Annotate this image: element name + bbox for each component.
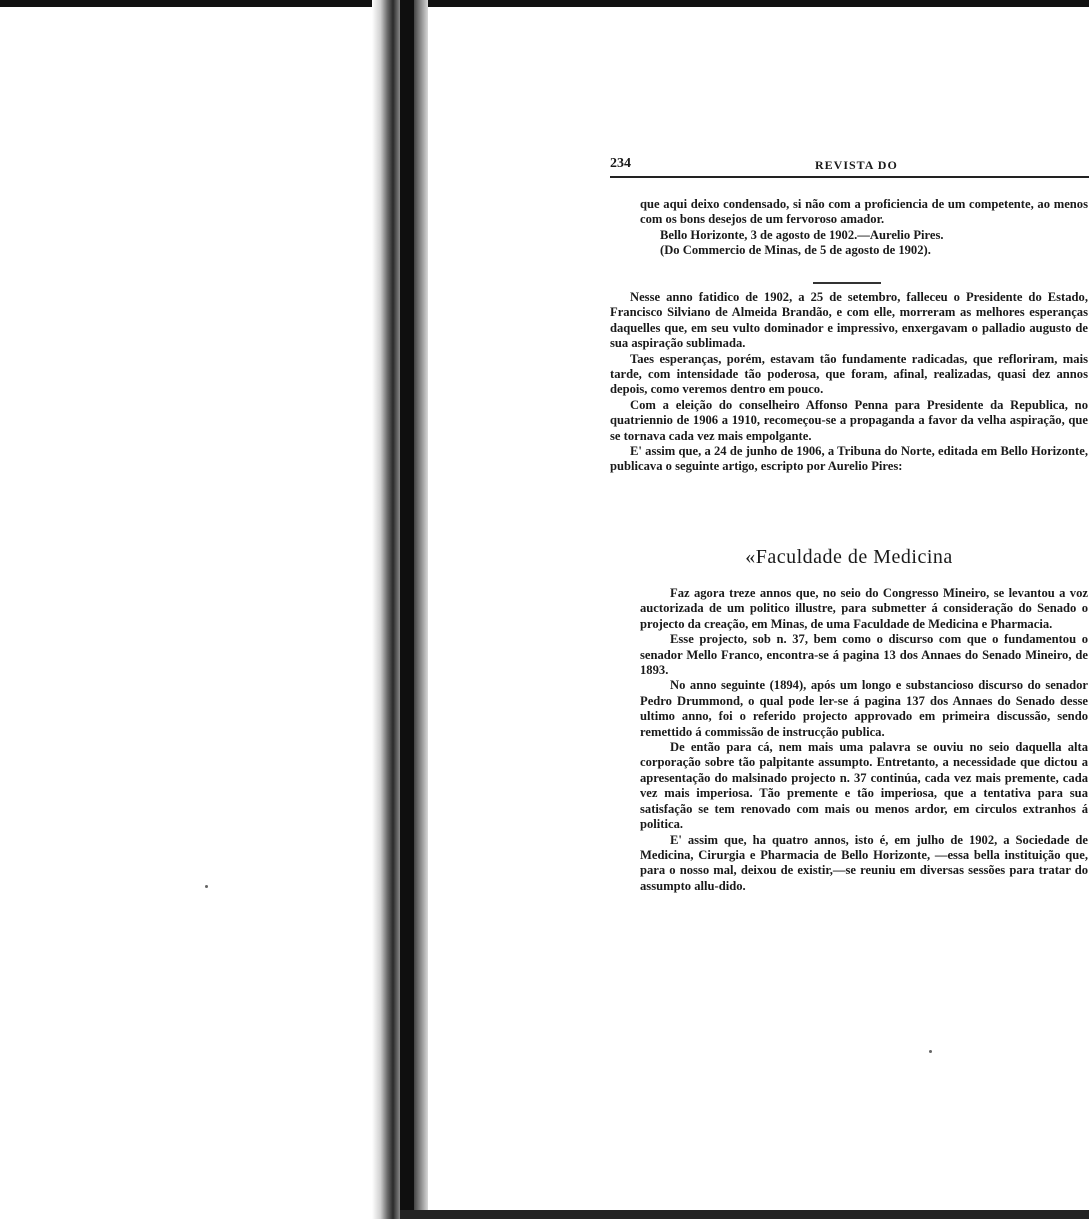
top-scan-edge	[0, 0, 1089, 7]
paragraph: Faz agora treze annos que, no seio do Congresso Mineiro, se levantou a voz auctorizada de um politico illustre, para submetter á consideração do Senado o projecto da creação, em Minas, de uma Faculdade de Medicina e Pharmacia.	[640, 586, 1088, 631]
paragraph: De então para cá, nem mais uma palavra se ouviu no seio daquella alta corporação sobre tão palpitante assumpto. Entretanto, a necessidade que dictou a apresentação do malsinado projecto n. 37 continúa, cada vez mais premente, cada vez mais imperiosa. Tão premente e tão imperiosa, que a tentativa para sua satisfação se tem renovado com mais ou menos ardor, em circulos extranhos á politica.	[640, 740, 1088, 832]
page-header	[610, 156, 1089, 178]
header-rule	[610, 176, 1089, 178]
paragraph: Nesse anno fatidico de 1902, a 25 de setembro, falleceu o Presidente do Estado, Francisco Silviano de Almeida Brandão, e com elle, morreram as melhores esperanças daquelles que, em seu vulto dominador e impressivo, enxergavam o palladio augusto de sua aspiração sublimada.	[610, 290, 1088, 351]
running-title: REVISTA DO	[815, 158, 898, 172]
paragraph: Esse projecto, sob n. 37, bem como o discurso com que o fundamentou o senador Mello Franco, encontra-se á pagina 13 dos Annaes do Senado Mineiro, de 1893.	[640, 632, 1088, 678]
quoted-article	[610, 586, 1088, 894]
paragraph: E' assim que, a 24 de junho de 1906, a Tribuna do Norte, editada em Bello Horizonte, publicava o seguinte artigo, escripto por Aurelio Pires:	[610, 444, 1088, 474]
body-text	[610, 290, 1088, 475]
paragraph: Com a eleição do conselheiro Affonso Penna para Presidente da Republica, no quatriennio de 1906 a 1910, recomeçou-se a propaganda a favor da velha aspiração, que se tornava cada vez mais empolgante.	[610, 397, 1088, 443]
paragraph: E' assim que, ha quatro annos, isto é, em julho de 1902, a Sociedade de Medicina, Cirurgia e Pharmacia de Bello Horizonte, —essa bella instituição que, para o nosso mal, deixou de existir,—se reuniu em diversas sessões para tratar do assumpto allu-dido.	[640, 832, 1088, 893]
book-gutter-shadow	[372, 0, 400, 1219]
scan-speck	[205, 885, 208, 888]
paragraph: No anno seguinte (1894), após um longo e substancioso discurso do senador Pedro Drummond, o qual pode ler-se á pagina 137 dos Annaes do Senado desse ultimo anno, foi o referido projecto approvado em primeira discussão, sendo remettido á commissão de instrucção publica.	[640, 678, 1088, 739]
book-gutter-shadow-right	[414, 0, 428, 1219]
scan-speck	[929, 1050, 932, 1053]
paragraph: que aqui deixo condensado, si não com a proficiencia de um competente, ao menos com os bons desejos de um fervoroso amador.	[640, 197, 1088, 227]
book-spine	[400, 0, 414, 1219]
paragraph: Taes esperanças, porém, estavam tão fundamente radicadas, que refloriram, mais tarde, com intensidade tão poderosa, que foram, afinal, realizadas, quasi dez annos depois, como veremos dentro em pouco.	[610, 351, 1088, 397]
source-citation: (Do Commercio de Minas, de 5 de agosto de 1902).	[660, 243, 931, 258]
bottom-scan-edge	[400, 1210, 1089, 1219]
article-title: «Faculdade de Medicina	[745, 546, 953, 568]
letter-ending	[610, 197, 1088, 259]
dateline: Bello Horizonte, 3 de agosto de 1902.—Aurelio Pires.	[660, 227, 944, 242]
section-separator	[813, 282, 881, 284]
page-number: 234	[610, 156, 631, 171]
